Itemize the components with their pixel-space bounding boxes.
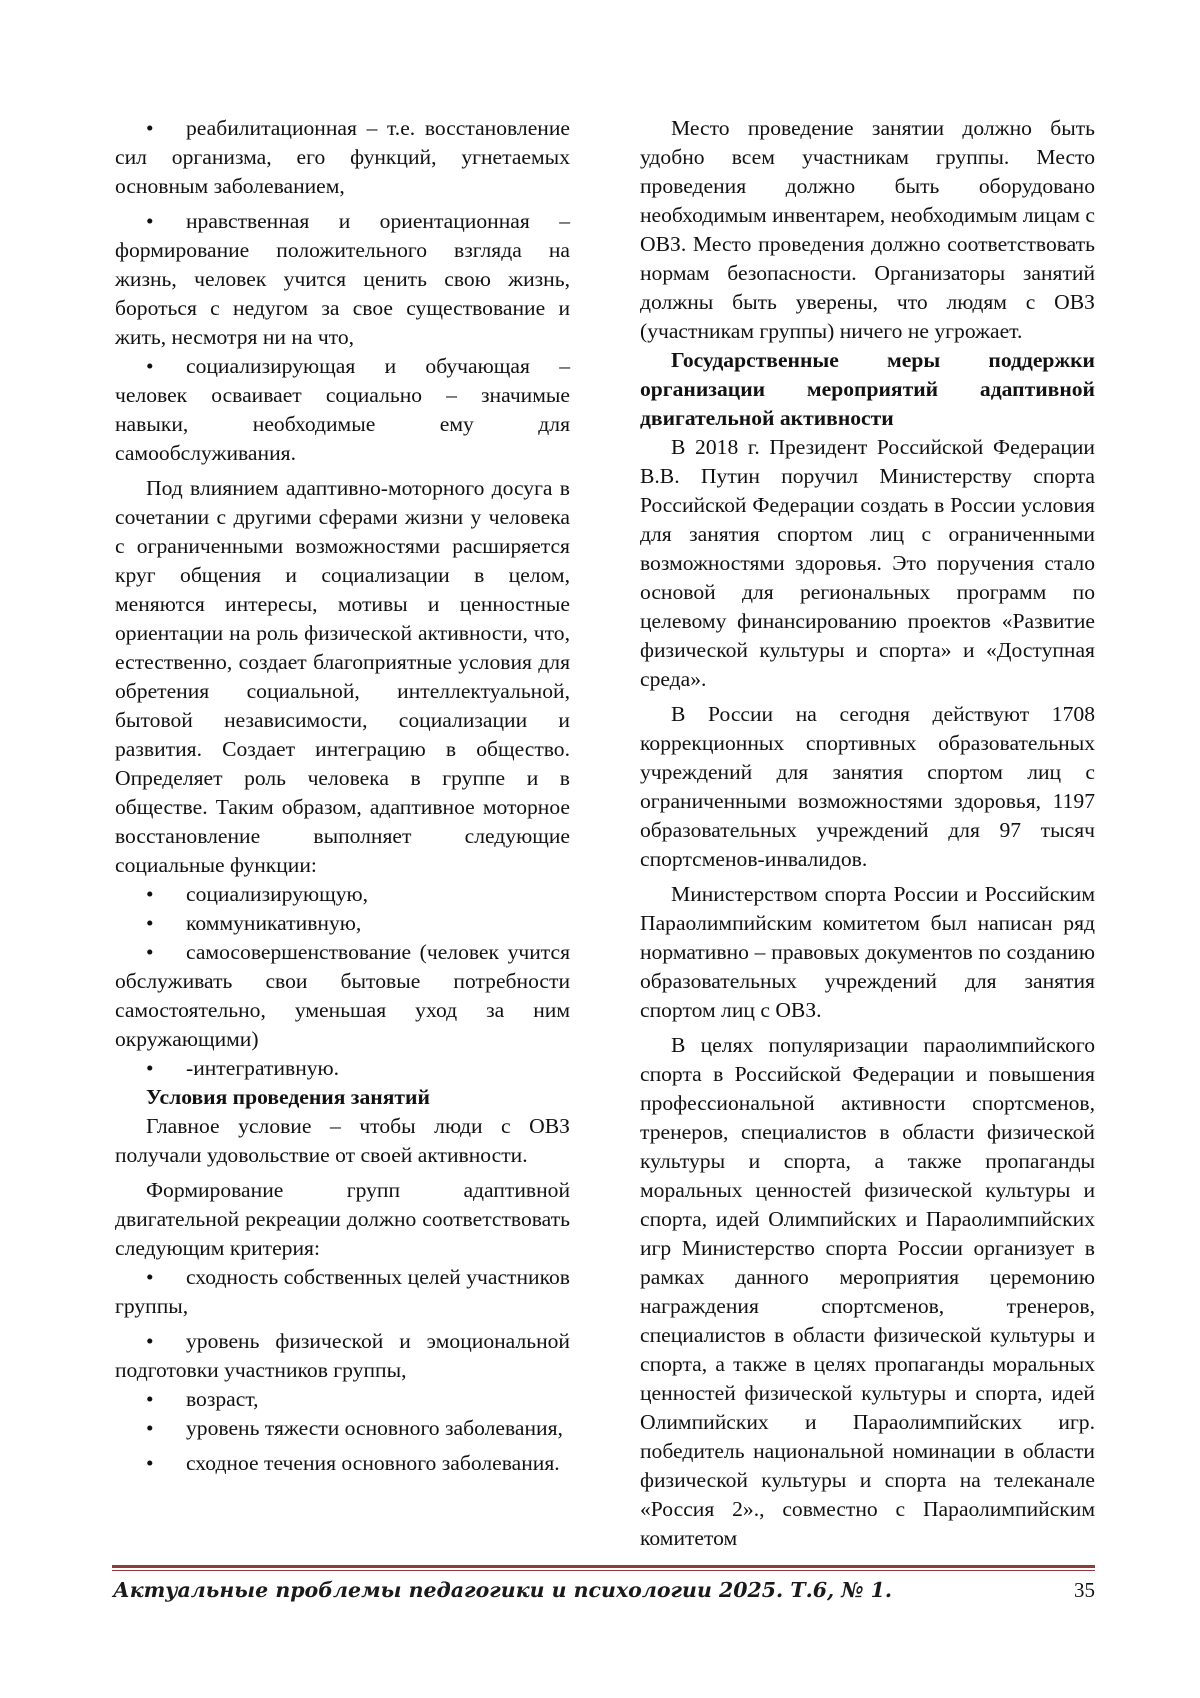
list-item-text: сходность собственных целей участников группы, [115,1265,570,1318]
bullet-icon: • [146,940,154,964]
list-item [115,1054,570,1083]
bullet-icon: • [146,1329,154,1353]
list-item-text: реабилитационная – т.е. восстановление сил организма, его функций, угнетаемых основным заболеванием, [115,116,570,198]
body-paragraph: В России на сегодня действуют 1708 коррекционных спортивных образовательных учреждений для занятия спортом лиц с ограниченными возможностями здоровья, 1197 образовательных учреждений для 97 тысяч спортсменов-инвалидов. [640,702,1095,871]
page-number: 35 [1074,1578,1095,1602]
list-item-text: уровень физической и эмоциональной подготовки участников группы, [115,1329,570,1382]
footer-rule-thick [112,1565,1095,1568]
bullet-icon: • [146,882,154,906]
body-paragraph: В целях популяризации параолимпийского спорта в Российской Федерации и повышения профессиональной активности спортсменов, тренеров, специалистов в области физической культуры и спорта, а также пропаганды моральных ценностей физической культуры и спорта, идей Олимпийских и Параолимпийских игр Министерство спорта России организует в рамках данного мероприятия церемонию награждения спортсменов, тренеров, специалистов в области физической культуры и спорта, а также в целях пропаганды моральных ценностей физической культуры и спорта, идей Олимпийских и Параолимпийских игр. победитель национальной номинации в области физической культуры и спорта на телеканале «Россия 2»., совместно с Параолимпийским комитетом [640,1033,1095,1550]
body-paragraph: Главное условие – чтобы люди с ОВЗ получали удовольствие от своей активности. [115,1114,570,1167]
body-paragraph: Место проведение занятии должно быть удобно всем участникам группы. Место проведения должно быть оборудовано необходимым инвентарем, необходимым лицам с ОВЗ. Место проведения должно соответствовать нормам безопасности. Организаторы занятий должны быть уверены, что людям с ОВЗ (участникам группы) ничего не угрожает. [640,116,1095,343]
list-item-text: -интегративную. [186,1056,340,1080]
bullet-icon: • [146,1451,154,1475]
list-item-text: возраст, [186,1387,259,1411]
list-item-text: нравственная и ориентационная – формирование положительного взгляда на жизнь, человек учится ценить свою жизнь, бороться с недугом за свое существование и жить, несмотря ни на что, [115,209,570,349]
bullet-icon: • [146,1387,154,1411]
journal-citation: Актуальные проблемы педагогики и психологии 2025. Т.6, № 1. [113,1578,893,1602]
list-item-text: коммуникативную, [186,911,362,935]
list-item-text: социализирующую, [186,882,369,906]
bullet-icon: • [146,116,154,140]
list-item [115,938,570,1054]
body-paragraph: Министерством спорта России и Российским Параолимпийским комитетом был написан ряд нормативно – правовых документов по созданию образовательных учреждений для занятия спортом лиц с ОВЗ. [640,882,1095,1022]
list-item [115,1327,570,1385]
list-item-text: сходное течения основного заболевания. [186,1451,560,1475]
list-item [115,1414,570,1443]
left-column [115,114,570,1478]
footer-rule-thin [112,1570,1095,1571]
list-item [115,1385,570,1414]
bullet-icon: • [146,1056,154,1080]
list-item-text: социализирующая и обучающая – человек осваивает социально – значимые навыки, необходимые ему для самообслуживания. [115,354,570,465]
section-heading: Государственные меры поддержки организации мероприятий адаптивной двигательной активности [640,348,1095,430]
list-item [115,352,570,468]
body-paragraph: Формирование групп адаптивной двигательной рекреации должно соответствовать следующим критерия: [115,1178,570,1260]
list-item [115,880,570,909]
bullet-icon: • [146,354,154,378]
list-item-text: самосовершенствование (человек учится обслуживать свои бытовые потребности самостоятельно, уменьшая уход за ним окружающими) [115,940,570,1051]
list-item [115,207,570,352]
list-item [115,1263,570,1321]
list-item [115,909,570,938]
list-item [115,1449,570,1478]
bullet-icon: • [146,1416,154,1440]
section-heading: Условия проведения занятий [146,1085,430,1109]
bullet-icon: • [146,911,154,935]
bullet-icon: • [146,209,154,233]
list-item [115,114,570,201]
footer-rule [112,1565,1095,1571]
bullet-icon: • [146,1265,154,1289]
list-item-text: уровень тяжести основного заболевания, [186,1416,563,1440]
body-paragraph: В 2018 г. Президент Российской Федерации В.В. Путин поручил Министерству спорта Российской Федерации создать в России условия для занятия спортом лиц с ограниченными возможностями здоровья. Это поручения стало основой для региональных программ по целевому финансированию проектов «Развитие физической культуры и спорта» и «Доступная среда». [640,435,1095,691]
body-paragraph: Под влиянием адаптивно-моторного досуга в сочетании с другими сферами жизни у человека с ограниченными возможностями расширяется круг общения и социализации в целом, меняются интересы, мотивы и ценностные ориентации на роль физической активности, что, естественно, создает благоприятные условия для обретения социальной, интеллектуальной, бытовой независимости, социализации и развития. Создает интеграцию в общество. Определяет роль человека в группе и в обществе. Таким образом, адаптивное моторное восстановление выполняет следующие социальные функции: [115,476,570,877]
right-column [640,114,1095,1553]
